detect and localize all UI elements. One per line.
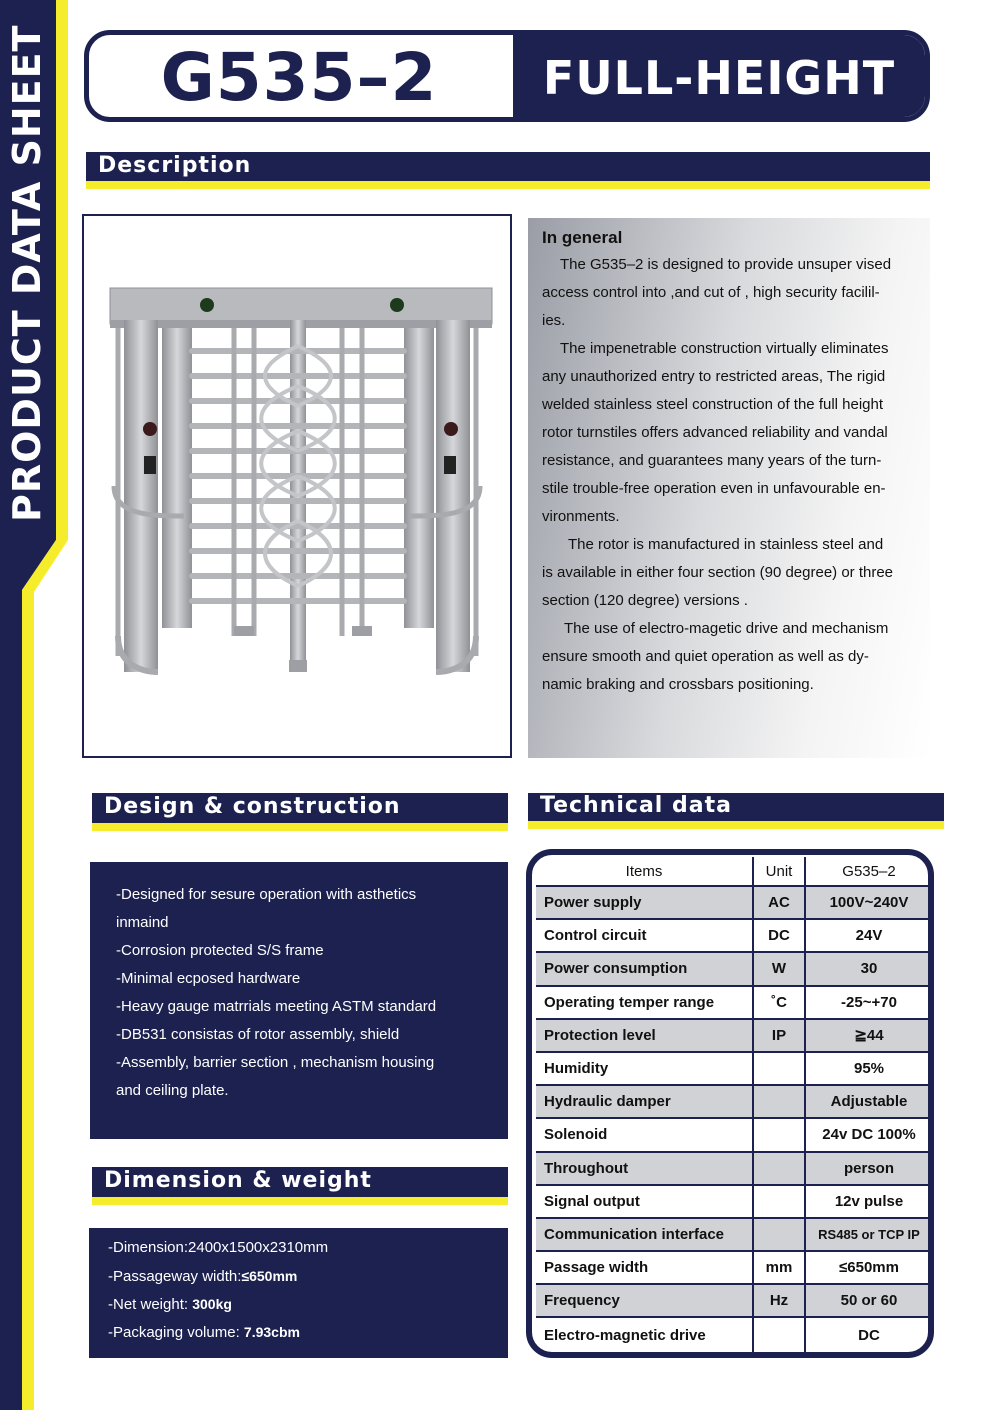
row-item: Power supply	[536, 887, 754, 920]
turnstile-illustration	[84, 216, 510, 756]
general-line: The impenetrable construction virtually eliminates	[560, 340, 889, 357]
general-line: vironments.	[542, 508, 620, 525]
header-model: G535–2	[806, 857, 932, 887]
row-item: Electro-magnetic drive	[536, 1318, 754, 1351]
row-value: 50 or 60	[806, 1285, 932, 1318]
table-row	[536, 1053, 932, 1086]
dimension-item	[108, 1262, 297, 1291]
row-item: Communication interface	[536, 1219, 754, 1252]
table-row	[536, 1252, 932, 1285]
row-value: DC	[858, 1326, 880, 1344]
dimension-heading	[92, 1167, 508, 1197]
row-item: Passage width	[536, 1252, 754, 1285]
row-unit: mm	[754, 1252, 806, 1285]
passageway-label: -Passageway width:	[108, 1268, 242, 1285]
model-name: G535–2	[160, 39, 438, 116]
row-item: Solenoid	[536, 1119, 754, 1152]
row-unit	[754, 1219, 806, 1252]
table-row	[536, 1219, 932, 1252]
row-unit: Hz	[754, 1285, 806, 1318]
design-item: -Minimal ecposed hardware	[116, 970, 301, 987]
row-value: 100V~240V	[806, 887, 932, 920]
volume-label: -Packaging volume:	[108, 1324, 240, 1341]
dimension-title: Dimension & weight	[104, 1168, 372, 1193]
general-line: ensure smooth and quiet operation as well as dy-	[542, 648, 869, 665]
row-value: 24V	[806, 920, 932, 953]
volume-value: 7.93cbm	[243, 1324, 300, 1340]
row-value: 30	[806, 953, 932, 986]
general-heading: In general	[542, 228, 623, 247]
dimension-value: 2400x1500x2310mm	[188, 1239, 329, 1256]
row-value: 24v DC 100%	[806, 1119, 932, 1152]
dimension-label: -Dimension:	[108, 1239, 189, 1256]
row-unit	[754, 1186, 806, 1219]
row-unit	[754, 1318, 806, 1351]
table-row	[536, 953, 932, 986]
table-row	[536, 987, 932, 1020]
row-item: Control circuit	[536, 920, 754, 953]
technical-heading	[528, 793, 944, 821]
row-item: Humidity	[536, 1053, 754, 1086]
description-title: Description	[98, 153, 252, 178]
row-value: Adjustable	[806, 1086, 932, 1119]
row-unit	[754, 1119, 806, 1152]
side-band	[0, 0, 68, 1410]
side-title: PRODUCT DATA SHEET	[5, 24, 49, 522]
design-item: and ceiling plate.	[116, 1082, 229, 1099]
product-photo	[82, 214, 512, 758]
table-row	[536, 920, 932, 953]
description-heading	[86, 152, 930, 181]
design-list	[90, 862, 508, 1139]
row-value: ≧44	[806, 1020, 932, 1053]
general-line: section (120 degree) versions .	[542, 592, 748, 609]
general-line: The rotor is manufactured in stainless steel and	[568, 536, 884, 553]
header-unit: Unit	[754, 857, 806, 887]
table-header-row	[536, 857, 932, 887]
row-item: Power consumption	[536, 953, 754, 986]
general-line: resistance, and guarantees many years of the turn-	[542, 452, 882, 469]
row-item: Hydraulic damper	[536, 1086, 754, 1119]
general-line: welded stainless steel construction of the full height	[542, 396, 884, 413]
row-item: Operating temper range	[536, 987, 754, 1020]
table-row	[536, 1285, 932, 1318]
table-row	[536, 1318, 932, 1351]
general-line: rotor turnstiles offers advanced reliability and vandal	[542, 424, 888, 441]
table-row	[536, 1086, 932, 1119]
row-value: 12v pulse	[806, 1186, 932, 1219]
row-unit	[754, 1153, 806, 1186]
row-value: ≤650mm	[806, 1252, 932, 1285]
design-item: -Assembly, barrier section , mechanism housing	[116, 1054, 435, 1071]
row-item: Protection level	[536, 1020, 754, 1053]
row-unit: IP	[754, 1020, 806, 1053]
row-unit: AC	[754, 887, 806, 920]
header-items: Items	[536, 857, 754, 887]
general-line: any unauthorized entry to restricted areas, The rigid	[542, 368, 886, 385]
table-row	[536, 1020, 932, 1053]
row-unit	[754, 1086, 806, 1119]
table-row	[536, 887, 932, 920]
row-unit: ˚C	[754, 987, 806, 1020]
dimension-list	[89, 1228, 508, 1358]
general-line: ies.	[542, 312, 566, 329]
header-banner	[84, 30, 930, 122]
row-item: Frequency	[536, 1285, 754, 1318]
row-unit	[754, 1053, 806, 1086]
technical-table	[536, 857, 932, 1352]
row-value: -25~+70	[806, 987, 932, 1020]
general-line: namic braking and crossbars positioning.	[542, 676, 814, 693]
general-line: is available in either four section (90 degree) or three	[542, 564, 894, 581]
table-row	[536, 1153, 932, 1186]
design-heading	[92, 793, 508, 823]
design-item: -Corrosion protected S/S frame	[116, 942, 324, 959]
product-type: FULL-HEIGHT	[513, 35, 925, 117]
table-row	[536, 1119, 932, 1152]
passageway-value: ≤650mm	[241, 1268, 298, 1284]
technical-title: Technical data	[540, 793, 732, 818]
design-item: -Designed for sesure operation with asthetics	[116, 886, 417, 903]
general-line: access control into ,and cut of , high security facilil-	[542, 284, 880, 301]
general-line: The G535–2 is designed to provide unsuper vised	[560, 256, 892, 273]
table-row	[536, 1186, 932, 1219]
row-value: 95%	[806, 1053, 932, 1086]
dimension-item	[108, 1318, 300, 1347]
row-item: Signal output	[536, 1186, 754, 1219]
weight-value: 300kg	[192, 1296, 232, 1312]
general-line: The use of electro-magetic drive and mechanism	[564, 620, 889, 637]
row-value: person	[806, 1153, 932, 1186]
general-line: stile trouble-free operation even in unfavourable en-	[542, 480, 886, 497]
dimension-item	[108, 1290, 232, 1319]
design-item: inmaind	[116, 914, 169, 931]
row-value: RS485 or TCP IP	[806, 1219, 932, 1252]
design-item: -DB531 consistas of rotor assembly, shield	[116, 1026, 400, 1043]
row-unit: DC	[754, 920, 806, 953]
weight-label: -Net weight:	[108, 1296, 189, 1313]
dimension-item	[108, 1234, 328, 1262]
technical-table-frame	[526, 849, 934, 1358]
design-item: -Heavy gauge matrrials meeting ASTM standard	[116, 998, 437, 1015]
row-item: Throughout	[536, 1153, 754, 1186]
design-title: Design & construction	[104, 794, 401, 819]
general-description-panel	[528, 218, 930, 758]
row-unit: W	[754, 953, 806, 986]
